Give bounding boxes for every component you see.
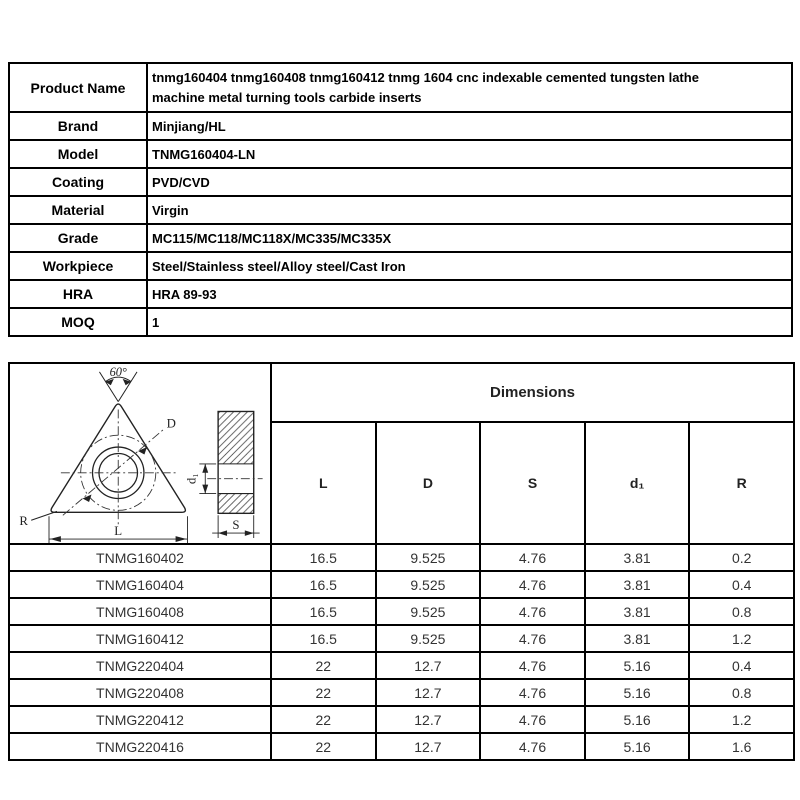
dim-value-cell: 16.5 bbox=[271, 598, 376, 625]
dim-value-cell: 4.76 bbox=[480, 598, 585, 625]
dim-value-cell: 5.16 bbox=[585, 706, 690, 733]
angle-label: 60° bbox=[109, 364, 127, 379]
table-row bbox=[9, 308, 792, 336]
dim-value-cell: 0.4 bbox=[689, 652, 794, 679]
spec-label: HRA bbox=[9, 280, 147, 308]
model-cell: TNMG220408 bbox=[9, 679, 271, 706]
spec-value: TNMG160404-LN bbox=[147, 140, 792, 168]
dim-value-cell: 22 bbox=[271, 706, 376, 733]
length-label: L bbox=[114, 524, 123, 539]
dim-value-cell: 0.2 bbox=[689, 544, 794, 571]
dim-value-cell: 9.525 bbox=[376, 571, 481, 598]
dim-value-cell: 4.76 bbox=[480, 706, 585, 733]
angle-arrow-left-icon bbox=[105, 379, 113, 385]
table-row bbox=[9, 363, 794, 422]
spec-value: Virgin bbox=[147, 196, 792, 224]
table-row bbox=[9, 168, 792, 196]
diagonal-centerline bbox=[63, 429, 164, 515]
table-row bbox=[9, 679, 794, 706]
dim-value-cell: 12.7 bbox=[376, 733, 481, 760]
table-row bbox=[9, 252, 792, 280]
dim-value-cell: 16.5 bbox=[271, 571, 376, 598]
dim-value-cell: 5.16 bbox=[585, 733, 690, 760]
dim-value-cell: 9.525 bbox=[376, 544, 481, 571]
dim-value-cell: 16.5 bbox=[271, 544, 376, 571]
spec-value: Minjiang/HL bbox=[147, 112, 792, 140]
dim-value-cell: 4.76 bbox=[480, 571, 585, 598]
dim-value-cell: 12.7 bbox=[376, 652, 481, 679]
model-cell: TNMG160408 bbox=[9, 598, 271, 625]
model-cell: TNMG160412 bbox=[9, 625, 271, 652]
l-arrow-right-icon bbox=[176, 536, 187, 542]
table-row bbox=[9, 140, 792, 168]
col-header-d1: d₁ bbox=[585, 422, 690, 544]
dim-value-cell: 1.2 bbox=[689, 706, 794, 733]
table-row bbox=[9, 112, 792, 140]
spec-value: HRA 89-93 bbox=[147, 280, 792, 308]
table-row bbox=[9, 224, 792, 252]
spec-value: PVD/CVD bbox=[147, 168, 792, 196]
dim-value-cell: 3.81 bbox=[585, 571, 690, 598]
model-cell: TNMG160402 bbox=[9, 544, 271, 571]
thickness-label: S bbox=[232, 518, 240, 533]
spec-value: Steel/Stainless steel/Alloy steel/Cast Iron bbox=[147, 252, 792, 280]
dim-value-cell: 3.81 bbox=[585, 625, 690, 652]
insert-diagram-cell bbox=[9, 363, 271, 544]
dim-value-cell: 22 bbox=[271, 652, 376, 679]
dim-value-cell: 5.16 bbox=[585, 652, 690, 679]
spec-label: Product Name bbox=[9, 63, 147, 112]
col-header-S: S bbox=[480, 422, 585, 544]
spec-label: MOQ bbox=[9, 308, 147, 336]
d1-arrow-up-icon bbox=[202, 464, 208, 473]
dimensions-table bbox=[8, 362, 795, 761]
spec-value: 1 bbox=[147, 308, 792, 336]
dim-value-cell: 22 bbox=[271, 679, 376, 706]
dim-value-cell: 1.6 bbox=[689, 733, 794, 760]
model-cell: TNMG220404 bbox=[9, 652, 271, 679]
spec-label: Brand bbox=[9, 112, 147, 140]
table-row bbox=[9, 733, 794, 760]
d1-arrow-down-icon bbox=[202, 485, 208, 494]
l-arrow-left-icon bbox=[50, 536, 61, 542]
section-hatch-bottom bbox=[218, 494, 254, 514]
d-leader-arrow-icon bbox=[138, 447, 147, 454]
dim-value-cell: 3.81 bbox=[585, 598, 690, 625]
table-row bbox=[9, 63, 792, 112]
dim-value-cell: 16.5 bbox=[271, 625, 376, 652]
dimensions-header: Dimensions bbox=[271, 363, 794, 422]
spec-label: Material bbox=[9, 196, 147, 224]
r-leader-line bbox=[31, 511, 57, 520]
table-row bbox=[9, 598, 794, 625]
col-header-R: R bbox=[689, 422, 794, 544]
dim-value-cell: 4.76 bbox=[480, 652, 585, 679]
model-cell: TNMG220416 bbox=[9, 733, 271, 760]
product-spec-table bbox=[8, 62, 793, 337]
table-row bbox=[9, 544, 794, 571]
dim-value-cell: 0.4 bbox=[689, 571, 794, 598]
model-cell: TNMG220412 bbox=[9, 706, 271, 733]
table-row bbox=[9, 196, 792, 224]
dim-value-cell: 9.525 bbox=[376, 625, 481, 652]
dim-value-cell: 3.81 bbox=[585, 544, 690, 571]
dim-value-cell: 12.7 bbox=[376, 679, 481, 706]
spec-label: Coating bbox=[9, 168, 147, 196]
col-header-D: D bbox=[376, 422, 481, 544]
dim-value-cell: 4.76 bbox=[480, 544, 585, 571]
dim-value-cell: 4.76 bbox=[480, 733, 585, 760]
front-view bbox=[19, 365, 187, 543]
corner-radius-label: R bbox=[19, 514, 28, 529]
angle-arrow-right-icon bbox=[123, 379, 131, 385]
dim-value-cell: 0.8 bbox=[689, 598, 794, 625]
spec-value: MC115/MC118/MC118X/MC335/MC335X bbox=[147, 224, 792, 252]
spec-value bbox=[147, 63, 792, 112]
insert-technical-drawing bbox=[10, 364, 268, 543]
r-leader-arrow-icon bbox=[83, 495, 92, 502]
table-row bbox=[9, 706, 794, 733]
table-row bbox=[9, 280, 792, 308]
dim-value-cell: 22 bbox=[271, 733, 376, 760]
dim-value-cell: 1.2 bbox=[689, 625, 794, 652]
table-row bbox=[9, 571, 794, 598]
section-hatch-top bbox=[218, 411, 254, 463]
table-row bbox=[9, 652, 794, 679]
product-name-text: tnmg160404 tnmg160408 tnmg160412 tnmg 1604 cnc indexable cemented tungsten lathe machine metal turning tools carbide inserts bbox=[152, 69, 699, 105]
dim-value-cell: 5.16 bbox=[585, 679, 690, 706]
col-header-L: L bbox=[271, 422, 376, 544]
spec-label: Workpiece bbox=[9, 252, 147, 280]
dim-value-cell: 4.76 bbox=[480, 679, 585, 706]
dim-value-cell: 12.7 bbox=[376, 706, 481, 733]
dim-value-cell: 0.8 bbox=[689, 679, 794, 706]
spec-label: Model bbox=[9, 140, 147, 168]
spec-label: Grade bbox=[9, 224, 147, 252]
hole-d1-label: d₁ bbox=[184, 473, 199, 485]
table-row bbox=[9, 625, 794, 652]
dim-value-cell: 4.76 bbox=[480, 625, 585, 652]
hole-diameter-label: D bbox=[166, 416, 176, 431]
model-cell: TNMG160404 bbox=[9, 571, 271, 598]
side-view bbox=[184, 411, 262, 538]
dim-value-cell: 9.525 bbox=[376, 598, 481, 625]
s-arrow-left-icon bbox=[218, 530, 227, 536]
s-arrow-right-icon bbox=[245, 530, 254, 536]
